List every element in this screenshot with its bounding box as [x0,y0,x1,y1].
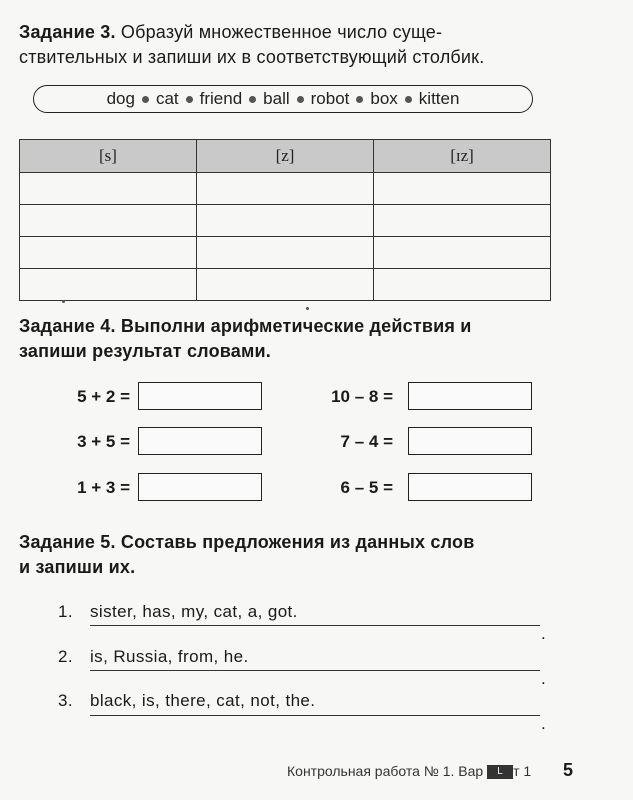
answer-cell[interactable] [20,269,197,301]
task-4-text-line2: запиши результат словами. [19,341,271,361]
column-header-z: [z] [197,140,374,173]
sentence-item-1 [58,602,298,622]
task-5-text-line1: Составь предложения из данных слов [120,532,475,552]
word-kitten: kitten [418,89,460,108]
bullet-dot-icon [297,96,304,103]
word-friend: friend [199,89,243,108]
task-3-label: Задание 3. [19,22,116,42]
sentence-item-2 [58,647,249,667]
sentence-number: 3. [58,691,73,710]
answer-cell[interactable] [374,173,551,205]
answer-box[interactable] [408,427,532,455]
equation-left-3: 1 + 3 = [77,478,130,497]
answer-cell[interactable] [20,205,197,237]
sentence-words: sister, has, my, cat, a, got. [90,602,298,621]
answer-line[interactable] [90,715,540,716]
word-dog: dog [106,89,135,108]
equation-right-1: 10 – 8 = [331,387,393,406]
answer-box[interactable] [408,473,532,501]
speck-mark [62,300,65,303]
task-5-heading [19,530,539,580]
equation-right-2: 7 – 4 = [340,432,393,451]
bullet-dot-icon [405,96,412,103]
answer-box[interactable] [408,382,532,410]
table-row [20,205,551,237]
answer-cell[interactable] [374,269,551,301]
answer-cell[interactable] [20,237,197,269]
bullet-dot-icon [356,96,363,103]
word-ball: ball [263,89,290,108]
watermark-logo-icon: L [487,765,513,779]
word-cat: cat [155,89,179,108]
task-4-text-line1: Выполни арифметические действия и [120,316,472,336]
bullet-dot-icon [249,96,256,103]
task-3-text-line2: ствительных и запиши их в соответствующий столбик. [19,47,485,67]
sentence-words: black, is, there, cat, not, the. [90,691,316,710]
sentence-number: 2. [58,647,73,666]
word-box: box [370,89,398,108]
task-5-text-line2: и запиши их. [19,557,136,577]
speck-mark [306,307,309,310]
footer-caption-tail: т 1 [513,763,532,779]
equation-right-3: 6 – 5 = [340,478,393,497]
sentence-number: 1. [58,602,73,621]
answer-cell[interactable] [197,237,374,269]
table-row [20,173,551,205]
word-bank [33,85,533,113]
answer-cell[interactable] [20,173,197,205]
plural-sound-table [19,139,551,301]
line-end-period: . [541,669,546,688]
column-header-s: [s] [20,140,197,173]
answer-cell[interactable] [374,205,551,237]
answer-box[interactable] [138,473,262,501]
footer-text [287,763,531,779]
task-4-label: Задание 4. [19,316,116,336]
task-3-text-line1: Образуй множественное число суще- [120,22,443,42]
equation-left-1: 5 + 2 = [77,387,130,406]
column-header-iz: [ɪz] [374,140,551,173]
sentence-item-3 [58,691,315,711]
table-row [20,237,551,269]
equation-left-2: 3 + 5 = [77,432,130,451]
answer-box[interactable] [138,382,262,410]
answer-cell[interactable] [374,237,551,269]
bullet-dot-icon [186,96,193,103]
bullet-dot-icon [142,96,149,103]
task-3-heading [19,20,559,70]
word-robot: robot [310,89,350,108]
answer-line[interactable] [90,670,540,671]
table-row [20,269,551,301]
answer-cell[interactable] [197,205,374,237]
answer-cell[interactable] [197,173,374,205]
answer-box[interactable] [138,427,262,455]
answer-line[interactable] [90,625,540,626]
line-end-period: . [541,714,546,733]
answer-cell[interactable] [197,269,374,301]
footer-caption: Контрольная работа № 1. Вар [287,763,484,779]
line-end-period: . [541,624,546,643]
sentence-words: is, Russia, from, he. [90,647,249,666]
page-number: 5 [563,760,574,780]
task-5-label: Задание 5. [19,532,116,552]
task-4-heading [19,314,539,364]
